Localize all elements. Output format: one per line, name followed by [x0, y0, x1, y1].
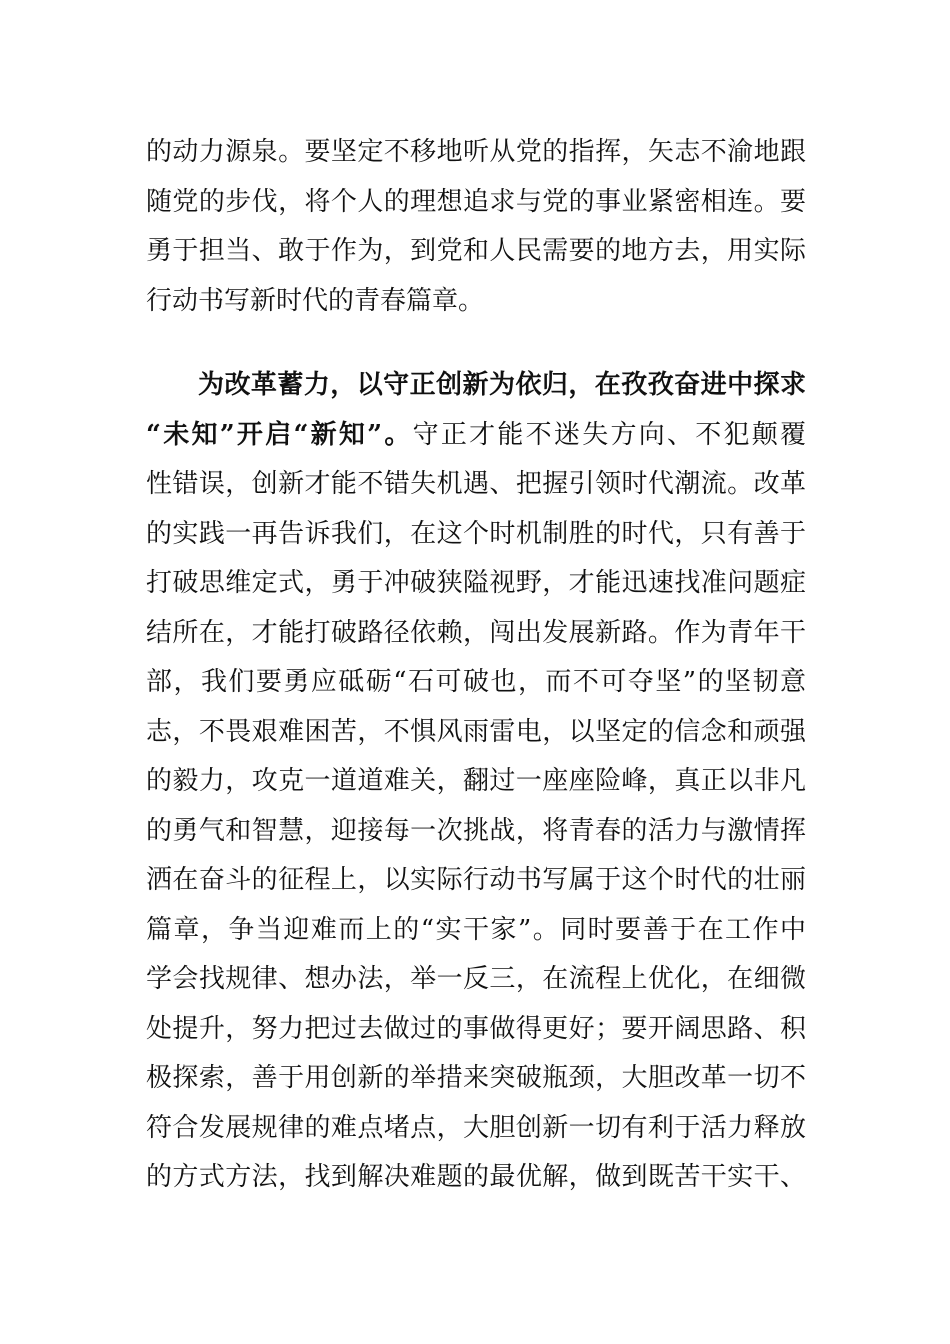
paragraph-2-line: 学会找规律、想办法，举一反三，在流程上优化，在细微 [146, 964, 806, 994]
paragraph-1-line: 行动书写新时代的青春篇章。 [146, 285, 485, 316]
paragraph-2-line: 打破思维定式，勇于冲破狭隘视野，才能迅速找准问题症 [146, 568, 806, 598]
paragraph-2-line: 结所在，才能打破路径依赖，闯出发展新路。作为青年干 [146, 617, 806, 648]
paragraph-1-line: 随党的步伐，将个人的理想追求与党的事业紧密相连。要 [146, 186, 806, 217]
paragraph-1-line: 勇于担当、敢于作为，到党和人民需要的地方去，用实际 [146, 236, 806, 266]
paragraph-2-line: 部，我们要勇应砥砺“石可破也，而不可夺坚”的坚韧意 [146, 667, 806, 697]
paragraph-2-line: 的毅力，攻克一道道难关，翻过一座座险峰，真正以非凡 [146, 766, 806, 796]
paragraph-2-line: 的方式方法，找到解决难题的最优解，做到既苦干实干、 [146, 1162, 806, 1192]
paragraph-2-heading: 为改革蓄力，以守正创新为依归，在孜孜奋进中探求 [198, 370, 806, 400]
paragraph-2-line: 洒在奋斗的征程上，以实际行动书写属于这个时代的壮丽 [146, 865, 806, 895]
paragraph-1 [146, 128, 806, 326]
paragraph-1-line: 的动力源泉。要坚定不移地听从党的指挥，矢志不渝地跟 [146, 137, 806, 167]
paragraph-2-line: 处提升，努力把过去做过的事做得更好；要开阔思路、积 [146, 1013, 806, 1044]
paragraph-2-line: 篇章，争当迎难而上的“实干家”。同时要善于在工作中 [146, 914, 806, 945]
paragraph-2 [146, 361, 806, 1203]
paragraph-2-line: 的勇气和智慧，迎接每一次挑战，将青春的活力与激情挥 [146, 815, 806, 846]
paragraph-2-line-mixed [146, 411, 806, 461]
paragraph-2-line: 极探索，善于用创新的举措来突破瓶颈，大胆改革一切不 [146, 1063, 806, 1093]
paragraph-2-line: 志，不畏艰难困苦，不惧风雨雷电，以坚定的信念和顽强 [146, 716, 806, 747]
paragraph-2-text: 守正才能不迷失方向、不犯颠覆 [412, 419, 806, 450]
paragraph-2-line: 符合发展规律的难点堵点，大胆创新一切有利于活力释放 [146, 1112, 806, 1143]
paragraph-2-line: 性错误，创新才能不错失机遇、把握引领时代潮流。改革 [146, 469, 806, 499]
paragraph-2-heading-end: “未知”开启“新知”。 [146, 419, 413, 450]
paragraph-2-line: 的实践一再告诉我们，在这个时机制胜的时代，只有善于 [146, 518, 806, 549]
